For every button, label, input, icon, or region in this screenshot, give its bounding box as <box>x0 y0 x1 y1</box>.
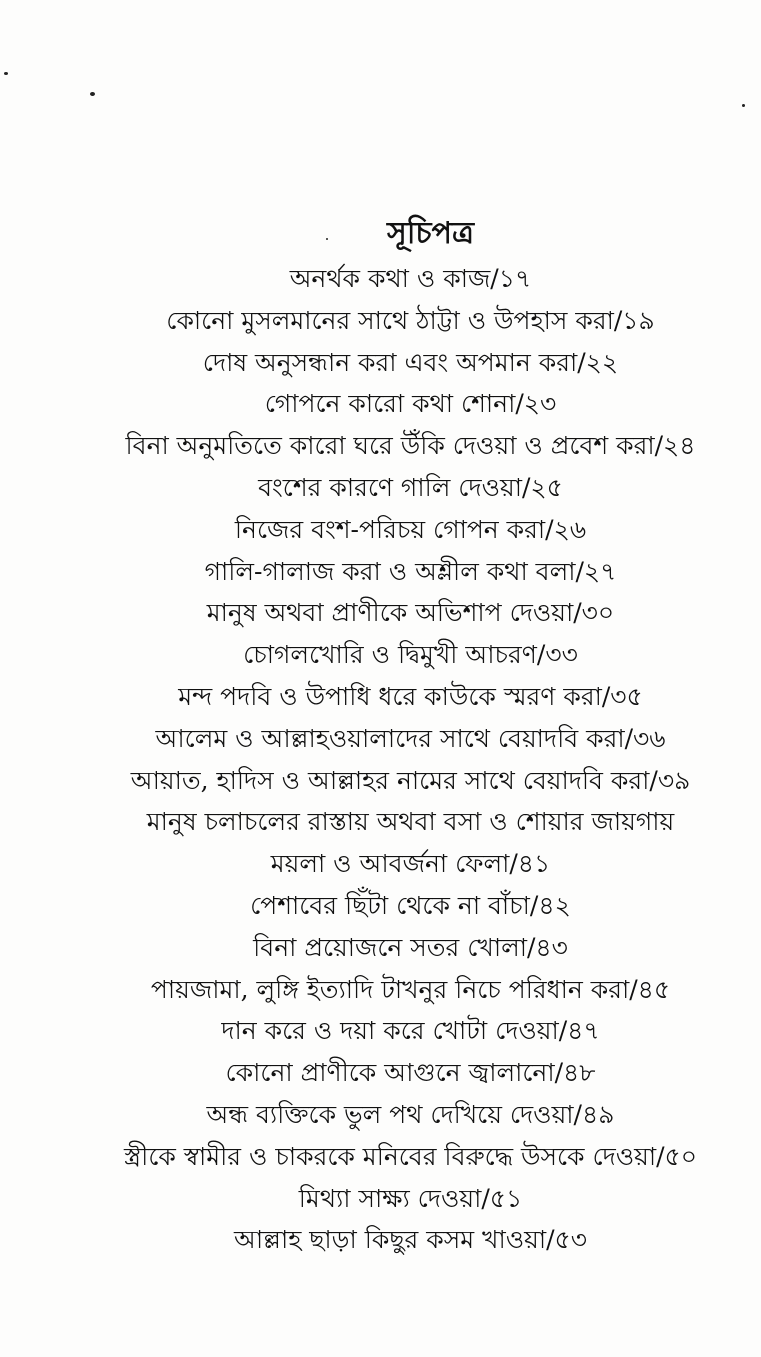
table-of-contents <box>0 258 761 1261</box>
scan-speck <box>90 92 95 96</box>
page-title: সূচিপত্র <box>387 216 474 251</box>
toc-entry: অন্ধ ব্যক্তিকে ভুল পথ দেখিয়ে দেওয়া/৪৯ <box>206 1099 615 1129</box>
toc-entry: মিথ্যা সাক্ষ্য দেওয়া/৫১ <box>298 1183 523 1213</box>
toc-entry: কোনো মুসলমানের সাথে ঠাট্টা ও উপহাস করা/১৯ <box>166 305 655 335</box>
toc-entry: কোনো প্রাণীকে আগুনে জ্বালানো/৪৮ <box>225 1058 596 1088</box>
toc-entry: চোগলখোরি ও দ্বিমুখী আচরণ/৩৩ <box>243 640 578 670</box>
toc-entry: বিনা প্রয়োজনে সতর খোলা/৪৩ <box>253 932 568 962</box>
toc-entry: গালি-গালাজ করা ও অশ্লীল কথা বলা/২৭ <box>204 556 617 586</box>
toc-entry: গোপনে কারো কথা শোনা/২৩ <box>264 389 557 419</box>
scan-speck <box>4 72 8 75</box>
scan-speck <box>742 104 745 107</box>
toc-entry: আল্লাহ ছাড়া কিছুর কসম খাওয়া/৫৩ <box>234 1225 587 1255</box>
toc-entry: মানুষ চলাচলের রাস্তায় অথবা বসা ও শোয়ার জায়গায় <box>146 807 675 837</box>
toc-entry: আলেম ও আল্লাহওয়ালাদের সাথে বেয়াদবি করা/৩৬ <box>155 723 666 753</box>
toc-entry: স্ত্রীকে স্বামীর ও চাকরকে মনিবের বিরুদ্ধে উসকে দেওয়া/৫০ <box>123 1141 698 1171</box>
toc-entry: দান করে ও দয়া করে খোটা দেওয়া/৪৭ <box>221 1016 600 1046</box>
toc-entry: মানুষ অথবা প্রাণীকে অভিশাপ দেওয়া/৩০ <box>206 598 615 628</box>
toc-entry: বংশের কারণে গালি দেওয়া/২৫ <box>258 472 563 502</box>
toc-entry: মন্দ পদবি ও উপাধি ধরে কাউকে স্মরণ করা/৩৫ <box>178 681 643 711</box>
toc-entry: পেশাবের ছিঁটা থেকে না বাঁচা/৪২ <box>250 890 571 920</box>
toc-entry: নিজের বংশ-পরিচয় গোপন করা/২৬ <box>234 514 587 544</box>
toc-entry: দোষ অনুসন্ধান করা এবং অপমান করা/২২ <box>202 347 619 377</box>
toc-entry: বিনা অনুমতিতে কারো ঘরে উঁকি দেওয়া ও প্রবেশ করা/২৪ <box>125 431 696 461</box>
toc-entry: ময়লা ও আবর্জনা ফেলা/৪১ <box>270 849 551 879</box>
toc-entry: পায়জামা, লুঙ্গি ইত্যাদি টাখনুর নিচে পরিধান করা/৪৫ <box>150 974 671 1004</box>
toc-entry: আয়াত, হাদিস ও আল্লাহর নামের সাথে বেয়াদবি করা/৩৯ <box>130 765 691 795</box>
toc-entry: অনর্থক কথা ও কাজ/১৭ <box>289 264 532 293</box>
